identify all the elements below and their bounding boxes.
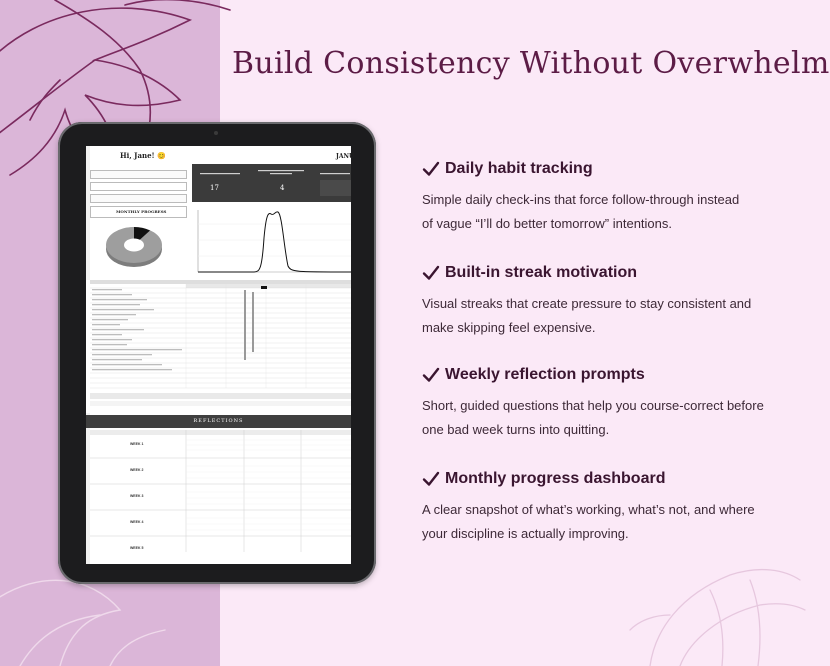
check-icon [422,366,440,384]
check-icon [422,160,440,178]
weekly-reflection-grid [86,430,351,552]
tablet-mockup [58,122,376,584]
month-label: JANU [336,153,355,160]
greeting-text: Hi, Jane! 😊 [120,151,166,160]
week-label: WEEK 2 [130,468,144,472]
feature-description-line: Visual streaks that create pressure to stay consistent and [422,296,752,311]
feature-description [422,188,782,236]
reflections-header [86,415,351,428]
motivation-box [90,194,187,203]
feature-description-line: of vague “I’ll do better tomorrow” intentions. [422,216,673,231]
stat-value: 17 [210,184,219,192]
feature-description-line: one bad week turns into quitting. [422,422,610,437]
intention-box [90,182,187,191]
week-label: WEEK 1 [130,442,144,446]
week-label: WEEK 5 [130,546,144,550]
feature-item [422,264,782,340]
check-icon [422,264,440,282]
reflections-label: REFLECTIONS [193,418,244,424]
check-icon [422,470,440,488]
stat-value: 4 [280,184,285,192]
page-headline: Build Consistency Without Overwhelm [232,46,830,81]
feature-description-line: Short, guided questions that help you course-correct before [422,398,764,413]
habit-tracker-grid [86,280,351,413]
feature-description-line: your discipline is actually improving. [422,526,629,541]
feature-description [422,292,782,340]
stats-panel-lines [192,164,351,202]
feature-description-line: A clear snapshot of what’s working, what’s not, and where [422,502,755,517]
feature-description [422,498,782,546]
tablet-screen [86,146,355,564]
feature-description-line: make skipping feel expensive. [422,320,596,335]
monstera-leaf-icon [610,560,794,666]
feature-title-text: Built-in streak motivation [445,264,638,281]
progress-title: MONTHLY PROGRESS [116,209,167,214]
feature-description-line: Simple daily check-ins that force follow-through instead [422,192,740,207]
feature-title [422,160,782,178]
feature-title [422,366,782,384]
feature-item [422,366,782,442]
feature-title [422,470,782,488]
feature-title-text: Monthly progress dashboard [445,470,666,487]
feature-title-text: Daily habit tracking [445,160,593,177]
focus-box [90,170,187,179]
feature-title-text: Weekly reflection prompts [445,366,645,383]
habit-line-chart [194,208,351,276]
progress-donut-chart [104,223,164,269]
week-label: WEEK 3 [130,494,144,498]
feature-item [422,470,782,546]
feature-title [422,264,782,282]
feature-description [422,394,782,442]
week-label: WEEK 4 [130,520,144,524]
feature-item [422,160,782,236]
stats-panel [192,164,351,202]
camera-icon [214,131,218,135]
